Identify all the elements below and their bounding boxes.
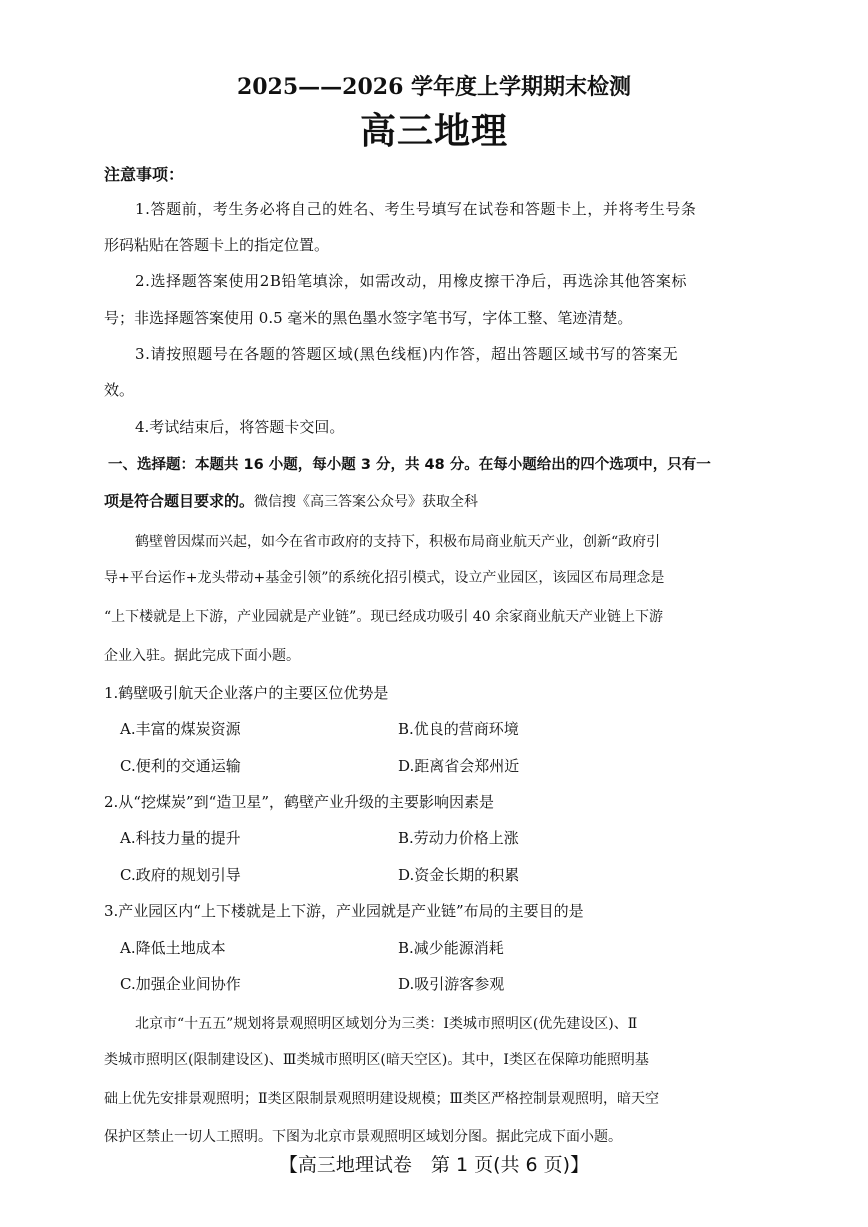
question-3-option-b: B.减少能源消耗	[398, 939, 504, 957]
question-2-stem: 2.从“挖煤炭”到“造卫星”，鹤壁产业升级的主要影响因素是	[104, 793, 494, 811]
section-1-heading-line-1: 一、选择题：本题共 16 小题，每小题 3 分，共 48 分。在每小题给出的四个选项中，只有一	[108, 457, 711, 473]
passage-2-line-3: 础上优先安排景观照明；Ⅱ类区限制景观照明建设规模；Ⅲ类区严格控制景观照明，暗天空	[104, 1091, 660, 1107]
subject-title: 高三地理	[359, 111, 508, 152]
question-2-option-a: A.科技力量的提升	[120, 829, 241, 847]
passage-1-line-2: 导+平台运作+龙头带动+基金引领”的系统化招引模式，设立产业园区，该园区布局理念是	[104, 570, 665, 586]
notice-item-3-line-2: 效。	[104, 381, 135, 399]
question-1-option-b: B.优良的营商环境	[398, 720, 519, 738]
question-1-option-d: D.距离省会郑州近	[398, 757, 520, 775]
passage-2-line-4: 保护区禁止一切人工照明。下图为北京市景观照明区域划分图。据此完成下面小题。	[104, 1129, 622, 1145]
notice-item-3-line-1: 3.请按照题号在各题的答题区域(黑色线框)内作答，超出答题区域书写的答案无	[135, 345, 679, 363]
question-2-option-b: B.劳动力价格上涨	[398, 829, 519, 847]
passage-1-line-1: 鹤壁曾因煤而兴起，如今在省市政府的支持下，积极布局商业航天产业，创新“政府引	[135, 534, 661, 550]
watermark-note: 微信搜《高三答案公众号》获取全科	[254, 494, 479, 510]
notice-item-1-line-1: 1.答题前，考生务必将自己的姓名、考生号填写在试卷和答题卡上，并将考生号条	[135, 200, 697, 218]
notice-item-1-line-2: 形码粘贴在答题卡上的指定位置。	[104, 236, 330, 254]
question-3-option-c: C.加强企业间协作	[120, 975, 241, 993]
page-footer: 【高三地理试卷 第 1 页(共 6 页)】	[278, 1154, 590, 1176]
notice-item-2-line-1: 2.选择题答案使用2B铅笔填涂，如需改动，用橡皮擦干净后，再选涂其他答案标	[135, 272, 688, 290]
question-1-stem: 1.鹤壁吸引航天企业落户的主要区位优势是	[104, 684, 389, 702]
question-2-option-c: C.政府的规划引导	[120, 866, 241, 884]
passage-1-line-3: “上下楼就是上下游，产业园就是产业链”。现已经成功吸引 40 余家商业航天产业链上下游	[104, 609, 664, 625]
question-1-option-a: A.丰富的煤炭资源	[120, 720, 241, 738]
question-3-option-d: D.吸引游客参观	[398, 975, 505, 993]
question-1-option-c: C.便利的交通运输	[120, 757, 241, 775]
notice-heading: 注意事项：	[104, 165, 185, 184]
passage-1-line-4: 企业入驻。据此完成下面小题。	[104, 648, 300, 664]
section-1-heading-line-2: 项是符合题目要求的。	[104, 492, 255, 510]
passage-2-line-2: 类城市照明区(限制建设区)、Ⅲ类城市照明区(暗天空区)。其中，Ⅰ类区在保障功能照明基	[104, 1052, 649, 1068]
section-1-heading-line-2-row	[104, 490, 478, 513]
question-2-option-d: D.资金长期的积累	[398, 866, 520, 884]
question-3-stem: 3.产业园区内“上下楼就是上下游，产业园就是产业链”布局的主要目的是	[104, 902, 584, 920]
notice-item-2-line-2: 号；非选择题答案使用 0.5 毫米的黑色墨水签字笔书写，字体工整、笔迹清楚。	[104, 309, 633, 327]
notice-item-4: 4.考试结束后，将答题卡交回。	[135, 418, 345, 436]
exam-title: 2025——2026 学年度上学期期末检测	[236, 74, 632, 100]
question-3-option-a: A.降低土地成本	[120, 939, 226, 957]
passage-2-line-1: 北京市“十五五”规划将景观照明区域划分为三类：Ⅰ类城市照明区(优先建设区)、Ⅱ	[135, 1016, 638, 1032]
